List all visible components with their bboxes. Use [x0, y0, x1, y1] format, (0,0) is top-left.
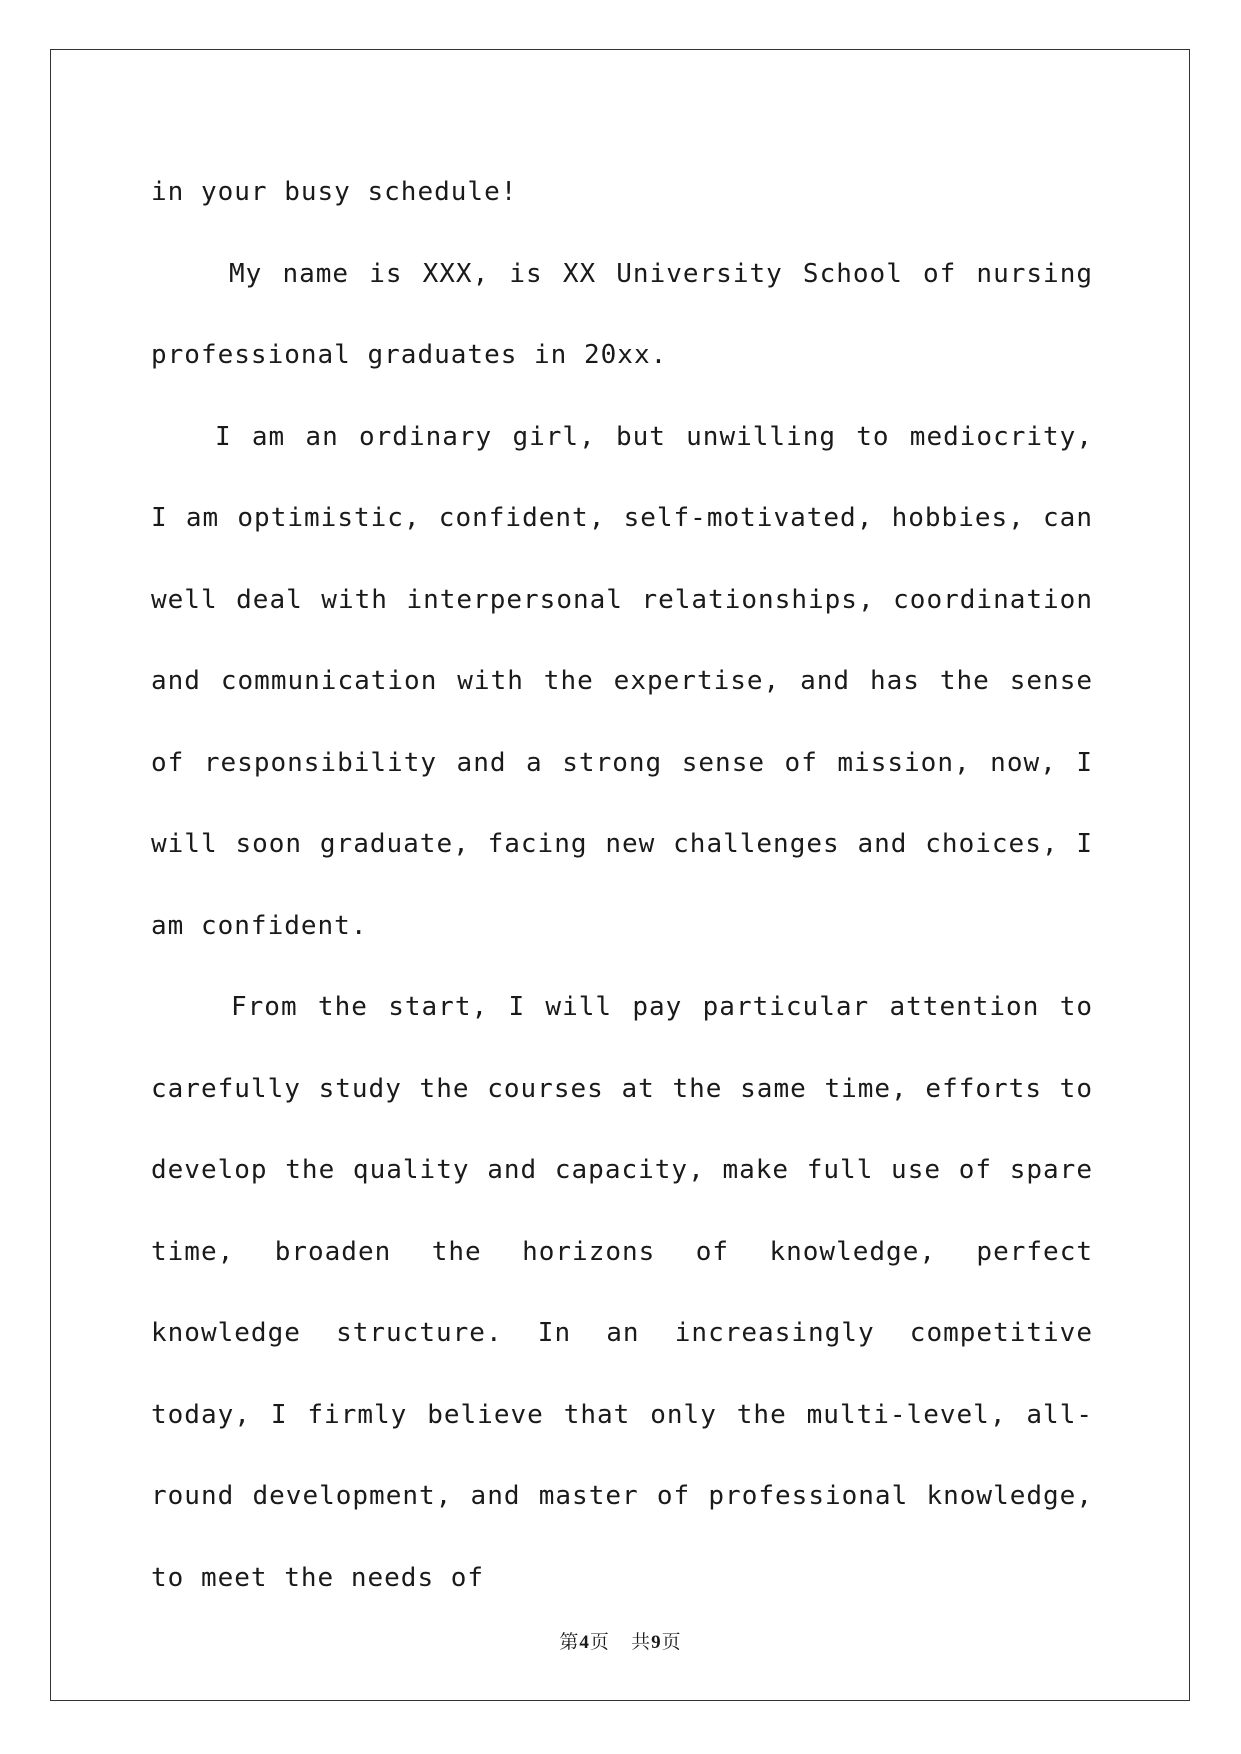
page-number-footer	[0, 1627, 1241, 1654]
paragraph-1: in your busy schedule!	[151, 177, 518, 207]
total-prefix: 共	[631, 1631, 652, 1653]
paragraph-2: My name is XXX, is XX University School of nursing professional graduates in 20xx.	[151, 258, 1093, 370]
total-page-count: 9	[651, 1632, 662, 1653]
current-page-number: 4	[579, 1632, 590, 1653]
document-body	[151, 152, 1093, 1619]
paragraph-4: From the start, I will pay particular attention to carefully study the courses at the same time, efforts to develop the quality and capacity, make full use of spare time, broaden the horizons of knowledge, perfect knowledge structure. In an increasingly competitive today, I firmly believe that only the multi-level, all-round development, and master of professional knowledge, to meet the needs of	[151, 992, 1093, 1593]
page-prefix: 第	[559, 1631, 580, 1653]
page-suffix: 页	[589, 1631, 610, 1653]
paragraph-3: I am an ordinary girl, but unwilling to mediocrity, I am optimistic, confident, self-motivated, hobbies, can well deal with interpersonal relationships, coordination and communication with the expertise, and has the sense of responsibility and a strong sense of mission, now, I will soon graduate, facing new challenges and choices, I am confident.	[151, 421, 1093, 941]
total-suffix: 页	[661, 1631, 682, 1653]
